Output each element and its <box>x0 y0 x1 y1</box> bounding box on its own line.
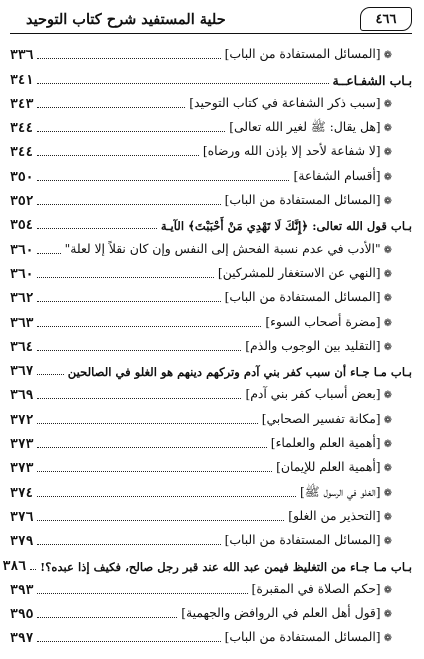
toc-chapter-row <box>10 356 412 380</box>
entry-page-number: ٣٧٣ <box>10 437 34 453</box>
dot-leader <box>37 495 295 497</box>
flower-bullet-icon: ❁ <box>383 390 392 402</box>
dot-leader <box>37 154 198 156</box>
entry-title <box>181 606 412 622</box>
entry-page-number: ٣٤٣ <box>10 96 34 112</box>
flower-bullet-icon: ❁ <box>383 511 392 523</box>
flower-bullet-icon: ❁ <box>383 244 392 256</box>
entry-title <box>218 266 412 282</box>
entry-text: [هل يقال: ﷺ لغير الله تعالى] <box>229 120 381 135</box>
toc-chapter-row <box>2 550 412 574</box>
toc-entry-row <box>10 404 412 428</box>
dot-leader <box>37 640 220 642</box>
entry-page-number: ٣٦٩ <box>10 388 34 404</box>
entry-text: [مضرة أصحاب السوء] <box>265 314 381 329</box>
entry-title <box>252 582 412 598</box>
toc-chapter-row <box>10 210 412 234</box>
toc-entry-row <box>10 380 412 404</box>
toc-entry-row <box>10 40 412 64</box>
entry-text: [أهمية العلم والعلماء] <box>270 436 381 451</box>
dot-leader <box>37 446 266 448</box>
entry-title <box>245 339 412 355</box>
flower-bullet-icon: ❁ <box>383 487 392 499</box>
toc-entry-row <box>10 113 412 137</box>
flower-bullet-icon: ❁ <box>383 50 392 62</box>
entry-page-number: ٣٦٢ <box>10 291 34 307</box>
page-header <box>10 6 412 32</box>
dot-leader <box>30 568 36 570</box>
entry-title <box>271 436 412 452</box>
flower-bullet-icon: ❁ <box>383 609 392 621</box>
toc-entry-row <box>10 332 412 356</box>
entry-title <box>203 144 412 160</box>
entry-title <box>225 290 412 306</box>
dot-leader <box>37 519 284 521</box>
entry-title <box>189 96 412 112</box>
dot-leader <box>37 82 328 84</box>
running-title: حلية المستفيد شرح كتاب التوحيد <box>26 10 226 28</box>
entry-title <box>293 169 412 185</box>
dot-leader <box>37 130 225 132</box>
entry-page-number: ٣٩٧ <box>10 631 34 647</box>
entry-page-number: ٣٧٢ <box>10 412 34 428</box>
entry-page-number: ٣٤٤ <box>10 145 34 161</box>
dot-leader <box>37 179 289 181</box>
entry-text: [المسائل المستفادة من الباب] <box>224 630 381 645</box>
entry-text: بـاب الشفـاعــة <box>332 72 412 88</box>
entry-page-number: ٣٧٩ <box>10 534 34 550</box>
flower-bullet-icon: ❁ <box>383 633 392 645</box>
entry-text: [الغلو في الرسول ﷺ] <box>299 484 381 499</box>
entry-page-number: ٣٨٦ <box>2 558 27 574</box>
entry-title <box>276 460 412 476</box>
entry-text: بـاب قول الله تعالى: ﴿إِنَّكَ لَا تَهْدِي مَنْ أَحْبَبْتَ﴾ الآيـة <box>160 219 412 234</box>
entry-title <box>288 509 412 525</box>
dot-leader <box>37 300 220 302</box>
flower-bullet-icon: ❁ <box>383 196 392 208</box>
entry-page-number: ٣٧٦ <box>10 509 34 525</box>
entry-text: [حكم الصلاة في المقبرة] <box>251 581 381 596</box>
dot-leader <box>37 616 177 618</box>
dot-leader <box>37 592 247 594</box>
dot-leader <box>37 203 220 205</box>
toc-entry-row <box>10 453 412 477</box>
entry-text: [قول أهل العلم في الروافض والجهمية] <box>181 606 381 621</box>
entry-title <box>225 47 412 63</box>
dot-leader <box>37 373 63 375</box>
toc-entry-row <box>10 599 412 623</box>
toc-entry-row <box>10 502 412 526</box>
entry-page-number: ٣٥٤ <box>10 218 34 234</box>
entry-page-number: ٣٧٣ <box>10 461 34 477</box>
entry-text: [التقليد بين الوجوب والذم] <box>245 338 381 353</box>
entry-text: [التحذير من الغلو] <box>288 508 381 523</box>
chapter-title <box>333 74 412 88</box>
entry-text: [أهمية العلم للإيمان] <box>276 460 381 475</box>
entry-page-number: ٣٦٧ <box>10 364 34 380</box>
entry-text: [لا شفاعة لأحد إلا بإذن الله ورضاه] <box>202 144 381 159</box>
entry-page-number: ٣٦٣ <box>10 315 34 331</box>
chapter-title <box>40 560 412 574</box>
toc-entry-row <box>10 137 412 161</box>
entry-text: [المسائل المستفادة من الباب] <box>224 47 381 62</box>
entry-text: [مكانة تفسير الصحابي] <box>261 411 381 426</box>
entry-title <box>65 242 412 258</box>
chapter-title <box>161 219 412 233</box>
toc-chapter-row <box>10 64 412 88</box>
flower-bullet-icon: ❁ <box>383 414 392 426</box>
entry-text: "الأدب في عدم نسبة الفحش إلى النفس وإن كان نقلاً إلا لعلة" <box>64 241 381 256</box>
entry-title <box>262 412 412 428</box>
page-number-ornament <box>360 7 412 31</box>
flower-bullet-icon: ❁ <box>383 341 392 353</box>
flower-bullet-icon: ❁ <box>383 123 392 135</box>
toc-entry-row <box>10 259 412 283</box>
entry-page-number: ٣٦٠ <box>10 266 34 282</box>
entry-page-number: ٣٥٢ <box>10 194 34 210</box>
toc-entry-row <box>10 89 412 113</box>
header-divider <box>10 33 412 34</box>
entry-page-number: ٣٦٠ <box>10 242 34 258</box>
dot-leader <box>37 252 60 254</box>
entry-title <box>225 193 412 209</box>
toc-entry-row <box>10 526 412 550</box>
dot-leader <box>37 276 213 278</box>
entry-title <box>225 533 412 549</box>
flower-bullet-icon: ❁ <box>383 463 392 475</box>
entry-page-number: ٣٣٦ <box>10 48 34 64</box>
entry-title <box>265 315 412 331</box>
entry-title <box>245 387 412 403</box>
page-number: ٤٦٦ <box>375 11 397 27</box>
entry-text: [المسائل المستفادة من الباب] <box>224 533 381 548</box>
toc-entry-row <box>10 477 412 501</box>
dot-leader <box>37 543 220 545</box>
entry-title <box>229 120 412 136</box>
dot-leader <box>37 57 220 59</box>
flower-bullet-icon: ❁ <box>383 439 392 451</box>
flower-bullet-icon: ❁ <box>383 536 392 548</box>
dot-leader <box>37 106 185 108</box>
dot-leader <box>37 470 272 472</box>
entry-page-number: ٣٦٤ <box>10 339 34 355</box>
entry-page-number: ٣٤٤ <box>10 121 34 137</box>
toc-entry-row <box>10 186 412 210</box>
toc-entry-row <box>10 283 412 307</box>
entry-page-number: ٣٧٤ <box>10 485 34 501</box>
flower-bullet-icon: ❁ <box>383 584 392 596</box>
entry-page-number: ٣٩٣ <box>10 582 34 598</box>
toc-entry-row <box>10 307 412 331</box>
flower-bullet-icon: ❁ <box>383 317 392 329</box>
table-of-contents <box>2 40 412 647</box>
entry-text: [أقسام الشفاعة] <box>293 168 381 183</box>
toc-entry-row <box>10 575 412 599</box>
entry-text: [سبب ذكر الشفاعة في كتاب التوحيد] <box>189 95 381 110</box>
entry-title <box>300 485 412 501</box>
dot-leader <box>37 227 156 229</box>
dot-leader <box>37 422 257 424</box>
entry-page-number: ٣٩٥ <box>10 607 34 623</box>
entry-text: [بعض أسباب كفر بني آدم] <box>245 387 381 402</box>
entry-page-number: ٣٥٠ <box>10 169 34 185</box>
entry-title <box>225 630 412 646</box>
dot-leader <box>37 325 261 327</box>
entry-text: [النهي عن الاستغفار للمشركين] <box>217 265 381 280</box>
entry-text: [المسائل المستفادة من الباب] <box>224 290 381 305</box>
flower-bullet-icon: ❁ <box>383 98 392 110</box>
dot-leader <box>37 397 241 399</box>
entry-text: [المسائل المستفادة من الباب] <box>224 193 381 208</box>
toc-entry-row <box>10 234 412 258</box>
toc-entry-row <box>10 161 412 185</box>
toc-entry-row <box>10 623 412 647</box>
flower-bullet-icon: ❁ <box>383 268 392 280</box>
toc-entry-row <box>10 429 412 453</box>
entry-text: بـاب مـا جـاء من التغليظ فيمن عبد الله عند قبر رجل صالح، فكيف إذا عبده؟! <box>40 559 412 574</box>
dot-leader <box>37 349 241 351</box>
flower-bullet-icon: ❁ <box>383 147 392 159</box>
flower-bullet-icon: ❁ <box>383 293 392 305</box>
entry-text: بـاب مـا جـاء أن سبب كفر بني آدم وتركهم دينهم هو الغلو في الصالحين <box>67 365 412 380</box>
chapter-title <box>68 365 412 379</box>
entry-page-number: ٣٤١ <box>10 72 34 88</box>
flower-bullet-icon: ❁ <box>383 171 392 183</box>
